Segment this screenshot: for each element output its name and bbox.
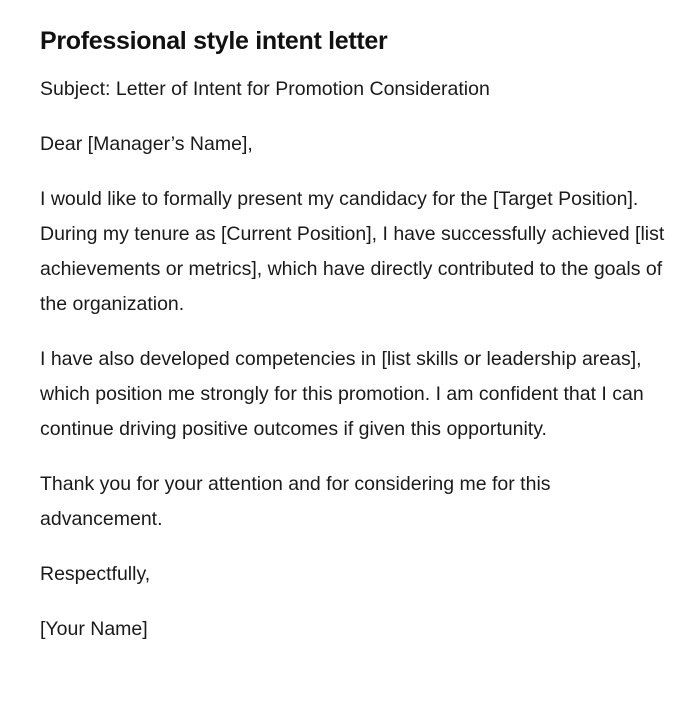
letter-document [40, 24, 665, 667]
letter-signature: [Your Name] [40, 618, 148, 640]
letter-body-paragraph-3: Thank you for your attention and for considering me for this advancement. [40, 473, 551, 530]
letter-subject: Subject: Letter of Intent for Promotion Consideration [40, 78, 490, 100]
page-title: Professional style intent letter [40, 27, 388, 55]
letter-closing: Respectfully, [40, 563, 151, 585]
letter-body-paragraph-1: I would like to formally present my candidacy for the [Target Position]. During my tenure as [Current Position], I have successfully achieved [list achievements or metrics], which have directly contributed to the goals of the organization. [40, 188, 665, 315]
letter-salutation: Dear [Manager’s Name], [40, 133, 253, 155]
letter-body-paragraph-2: I have also developed competencies in [list skills or leadership areas], which position me strongly for this promotion. I am confident that I can continue driving positive outcomes if given this opportunity. [40, 348, 644, 440]
